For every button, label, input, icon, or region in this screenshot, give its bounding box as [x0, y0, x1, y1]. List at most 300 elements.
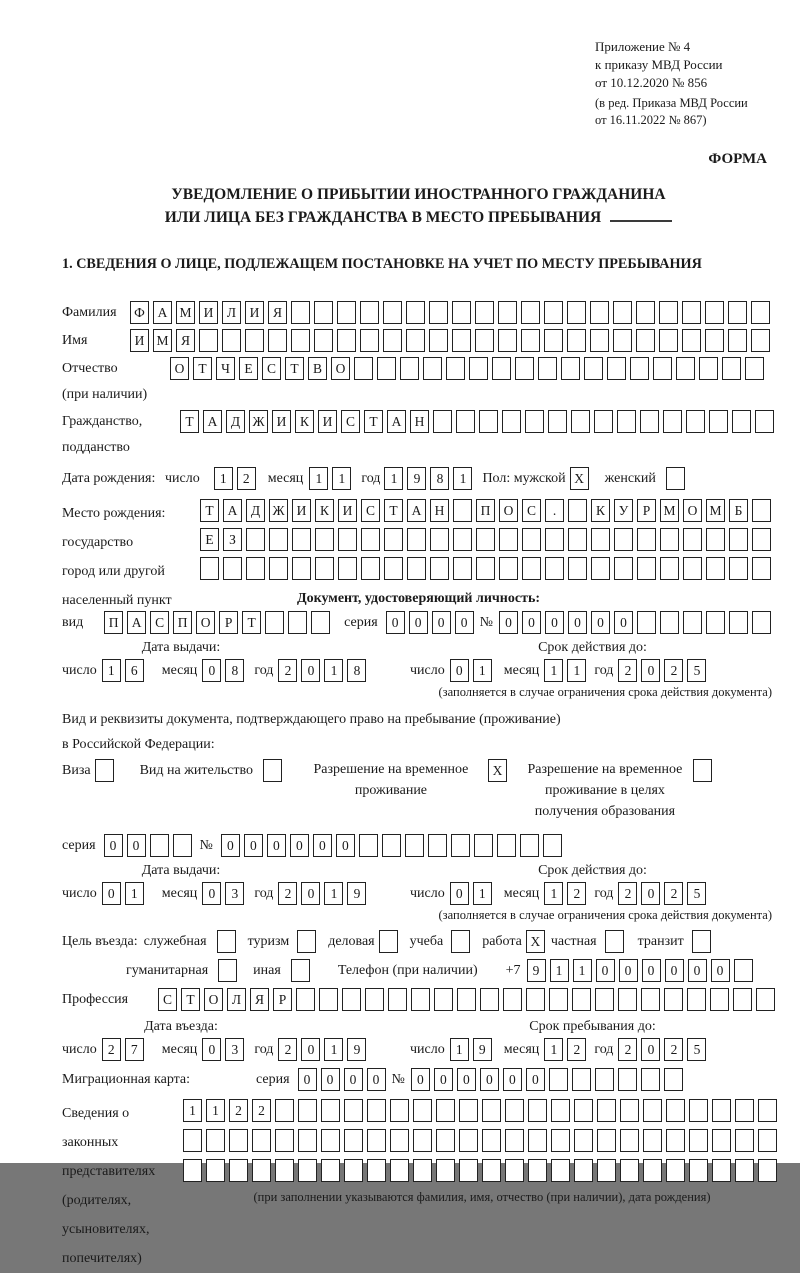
- sex-female-cell[interactable]: [666, 467, 685, 490]
- name-cell[interactable]: [337, 329, 356, 352]
- doc-number-cell[interactable]: [752, 611, 771, 634]
- representative-cell[interactable]: [505, 1099, 524, 1122]
- patronymic-cell[interactable]: [630, 357, 649, 380]
- issue-year-cell[interactable]: 2: [278, 659, 297, 682]
- doc-kind-cell[interactable]: [311, 611, 330, 634]
- patronymic-cell[interactable]: [699, 357, 718, 380]
- birthplace-cell[interactable]: У: [614, 499, 633, 522]
- name-cell[interactable]: [728, 329, 747, 352]
- representative-cell[interactable]: [528, 1159, 547, 1182]
- valid-year-cell[interactable]: 2: [664, 659, 683, 682]
- representative-cell[interactable]: [459, 1099, 478, 1122]
- birthplace-cell[interactable]: С: [522, 499, 541, 522]
- permit-series-cell[interactable]: [150, 834, 169, 857]
- birthplace-cell[interactable]: [315, 557, 334, 580]
- stay-day-cell[interactable]: 9: [473, 1038, 492, 1061]
- name-cell[interactable]: [659, 329, 678, 352]
- name-cell[interactable]: [636, 329, 655, 352]
- birthplace-cell[interactable]: [269, 557, 288, 580]
- permit-issue-year-cell[interactable]: 0: [301, 882, 320, 905]
- representative-cell[interactable]: [252, 1129, 271, 1152]
- birthplace-cell[interactable]: [407, 528, 426, 551]
- birthplace-cell[interactable]: [430, 528, 449, 551]
- birthplace-cell[interactable]: [591, 528, 610, 551]
- birthplace-cell[interactable]: Б: [729, 499, 748, 522]
- representative-cell[interactable]: [344, 1129, 363, 1152]
- permit-valid-day-cell[interactable]: 1: [473, 882, 492, 905]
- birthplace-cell[interactable]: Т: [384, 499, 403, 522]
- issue-month-cell[interactable]: 8: [225, 659, 244, 682]
- name-cell[interactable]: [590, 329, 609, 352]
- visa-cell[interactable]: [95, 759, 114, 782]
- permit-valid-day-cell[interactable]: 0: [450, 882, 469, 905]
- patronymic-cell[interactable]: [515, 357, 534, 380]
- doc-number-cell[interactable]: [729, 611, 748, 634]
- representative-cell[interactable]: [620, 1099, 639, 1122]
- birthplace-cell[interactable]: [568, 528, 587, 551]
- name-cell[interactable]: [452, 329, 471, 352]
- permit-number-cell[interactable]: [405, 834, 424, 857]
- birthplace-cell[interactable]: О: [683, 499, 702, 522]
- surname-cell[interactable]: А: [153, 301, 172, 324]
- residence-permit-cell[interactable]: [263, 759, 282, 782]
- name-cell[interactable]: [682, 329, 701, 352]
- permit-series-cell[interactable]: 0: [104, 834, 123, 857]
- representative-cell[interactable]: [275, 1129, 294, 1152]
- purpose-business-cell[interactable]: [379, 930, 398, 953]
- birthplace-cell[interactable]: [729, 557, 748, 580]
- representative-cell[interactable]: [367, 1159, 386, 1182]
- patronymic-cell[interactable]: [423, 357, 442, 380]
- birthplace-cell[interactable]: [522, 528, 541, 551]
- surname-cell[interactable]: Я: [268, 301, 287, 324]
- name-cell[interactable]: [360, 329, 379, 352]
- patronymic-cell[interactable]: О: [170, 357, 189, 380]
- representative-cell[interactable]: [528, 1129, 547, 1152]
- surname-cell[interactable]: [705, 301, 724, 324]
- temp-residence-cell[interactable]: X: [488, 759, 507, 782]
- mc-number-cell[interactable]: [572, 1068, 591, 1091]
- valid-month-cell[interactable]: 1: [544, 659, 563, 682]
- surname-cell[interactable]: [452, 301, 471, 324]
- surname-cell[interactable]: И: [245, 301, 264, 324]
- mc-number-cell[interactable]: [618, 1068, 637, 1091]
- entry-day-cell[interactable]: 7: [125, 1038, 144, 1061]
- doc-kind-cell[interactable]: Р: [219, 611, 238, 634]
- profession-cell[interactable]: [641, 988, 660, 1011]
- permit-valid-year-cell[interactable]: 0: [641, 882, 660, 905]
- birthplace-cell[interactable]: А: [223, 499, 242, 522]
- name-cell[interactable]: [383, 329, 402, 352]
- birthplace-cell[interactable]: [338, 528, 357, 551]
- birthplace-cell[interactable]: [545, 528, 564, 551]
- doc-number-cell[interactable]: [660, 611, 679, 634]
- representative-cell[interactable]: [459, 1159, 478, 1182]
- representative-cell[interactable]: [574, 1099, 593, 1122]
- representative-cell[interactable]: [321, 1099, 340, 1122]
- patronymic-cell[interactable]: [584, 357, 603, 380]
- surname-cell[interactable]: [544, 301, 563, 324]
- representative-cell[interactable]: [574, 1159, 593, 1182]
- phone-digit-cell[interactable]: 0: [596, 959, 615, 982]
- representative-cell[interactable]: [689, 1099, 708, 1122]
- citizenship-cell[interactable]: [525, 410, 544, 433]
- birthplace-cell[interactable]: [476, 557, 495, 580]
- name-cell[interactable]: [567, 329, 586, 352]
- patronymic-cell[interactable]: Т: [285, 357, 304, 380]
- surname-cell[interactable]: [636, 301, 655, 324]
- mc-number-cell[interactable]: 0: [411, 1068, 430, 1091]
- representative-cell[interactable]: [229, 1129, 248, 1152]
- birth-month-cell[interactable]: 1: [332, 467, 351, 490]
- patronymic-cell[interactable]: [607, 357, 626, 380]
- permit-issue-day-cell[interactable]: 1: [125, 882, 144, 905]
- surname-cell[interactable]: [360, 301, 379, 324]
- permit-number-cell[interactable]: [382, 834, 401, 857]
- surname-cell[interactable]: Ф: [130, 301, 149, 324]
- permit-valid-month-cell[interactable]: 2: [567, 882, 586, 905]
- birthplace-cell[interactable]: [384, 528, 403, 551]
- phone-digit-cell[interactable]: 0: [642, 959, 661, 982]
- mc-series-cell[interactable]: 0: [344, 1068, 363, 1091]
- purpose-private-cell[interactable]: [605, 930, 624, 953]
- birthplace-cell[interactable]: [522, 557, 541, 580]
- mc-number-cell[interactable]: [595, 1068, 614, 1091]
- name-cell[interactable]: [475, 329, 494, 352]
- mc-series-cell[interactable]: 0: [367, 1068, 386, 1091]
- representative-cell[interactable]: [436, 1129, 455, 1152]
- representative-cell[interactable]: [344, 1099, 363, 1122]
- profession-cell[interactable]: [365, 988, 384, 1011]
- doc-number-cell[interactable]: [637, 611, 656, 634]
- representative-cell[interactable]: [666, 1129, 685, 1152]
- entry-month-cell[interactable]: 3: [225, 1038, 244, 1061]
- stay-year-cell[interactable]: 2: [618, 1038, 637, 1061]
- representative-cell[interactable]: 2: [252, 1099, 271, 1122]
- representative-cell[interactable]: [436, 1159, 455, 1182]
- representative-cell[interactable]: [758, 1099, 777, 1122]
- representative-cell[interactable]: [275, 1159, 294, 1182]
- patronymic-cell[interactable]: В: [308, 357, 327, 380]
- patronymic-cell[interactable]: [538, 357, 557, 380]
- citizenship-cell[interactable]: [709, 410, 728, 433]
- phone-digit-cell[interactable]: 0: [665, 959, 684, 982]
- phone-digit-cell[interactable]: 0: [688, 959, 707, 982]
- citizenship-cell[interactable]: Т: [180, 410, 199, 433]
- name-cell[interactable]: [222, 329, 241, 352]
- name-cell[interactable]: [429, 329, 448, 352]
- permit-number-cell[interactable]: [428, 834, 447, 857]
- representative-cell[interactable]: [643, 1159, 662, 1182]
- birthplace-cell[interactable]: [568, 557, 587, 580]
- permit-valid-year-cell[interactable]: 5: [687, 882, 706, 905]
- purpose-tourism-cell[interactable]: [297, 930, 316, 953]
- surname-cell[interactable]: [383, 301, 402, 324]
- profession-cell[interactable]: [503, 988, 522, 1011]
- surname-cell[interactable]: [406, 301, 425, 324]
- sex-male-cell[interactable]: X: [570, 467, 589, 490]
- citizenship-cell[interactable]: [755, 410, 774, 433]
- doc-kind-cell[interactable]: Т: [242, 611, 261, 634]
- representative-cell[interactable]: 1: [183, 1099, 202, 1122]
- name-cell[interactable]: [613, 329, 632, 352]
- permit-issue-month-cell[interactable]: 3: [225, 882, 244, 905]
- representative-cell[interactable]: [758, 1159, 777, 1182]
- name-cell[interactable]: [268, 329, 287, 352]
- purpose-other-cell[interactable]: [291, 959, 310, 982]
- representative-cell[interactable]: [666, 1159, 685, 1182]
- doc-kind-cell[interactable]: П: [104, 611, 123, 634]
- citizenship-cell[interactable]: И: [318, 410, 337, 433]
- representative-cell[interactable]: [390, 1159, 409, 1182]
- doc-number-cell[interactable]: 0: [522, 611, 541, 634]
- doc-number-cell[interactable]: 0: [499, 611, 518, 634]
- profession-cell[interactable]: С: [158, 988, 177, 1011]
- citizenship-cell[interactable]: [663, 410, 682, 433]
- surname-cell[interactable]: [291, 301, 310, 324]
- doc-number-cell[interactable]: 0: [614, 611, 633, 634]
- patronymic-cell[interactable]: Е: [239, 357, 258, 380]
- patronymic-cell[interactable]: С: [262, 357, 281, 380]
- birthplace-cell[interactable]: [614, 528, 633, 551]
- surname-cell[interactable]: [613, 301, 632, 324]
- citizenship-cell[interactable]: [433, 410, 452, 433]
- birthplace-cell[interactable]: .: [545, 499, 564, 522]
- representative-cell[interactable]: [643, 1099, 662, 1122]
- representative-cell[interactable]: [712, 1159, 731, 1182]
- representative-cell[interactable]: [735, 1129, 754, 1152]
- entry-year-cell[interactable]: 1: [324, 1038, 343, 1061]
- birthplace-cell[interactable]: [361, 528, 380, 551]
- birthplace-cell[interactable]: Н: [430, 499, 449, 522]
- profession-cell[interactable]: [595, 988, 614, 1011]
- birth-year-cell[interactable]: 1: [384, 467, 403, 490]
- representative-cell[interactable]: [390, 1129, 409, 1152]
- patronymic-cell[interactable]: Ч: [216, 357, 235, 380]
- profession-cell[interactable]: [480, 988, 499, 1011]
- permit-number-cell[interactable]: 0: [336, 834, 355, 857]
- permit-number-cell[interactable]: 0: [267, 834, 286, 857]
- representative-cell[interactable]: [758, 1129, 777, 1152]
- birthplace-cell[interactable]: [545, 557, 564, 580]
- citizenship-cell[interactable]: И: [272, 410, 291, 433]
- profession-cell[interactable]: Я: [250, 988, 269, 1011]
- surname-cell[interactable]: [337, 301, 356, 324]
- permit-number-cell[interactable]: [451, 834, 470, 857]
- birthplace-cell[interactable]: [200, 557, 219, 580]
- stay-month-cell[interactable]: 2: [567, 1038, 586, 1061]
- issue-day-cell[interactable]: 6: [125, 659, 144, 682]
- birthplace-cell[interactable]: Р: [637, 499, 656, 522]
- doc-kind-cell[interactable]: [288, 611, 307, 634]
- mc-series-cell[interactable]: 0: [321, 1068, 340, 1091]
- patronymic-cell[interactable]: [722, 357, 741, 380]
- profession-cell[interactable]: [319, 988, 338, 1011]
- issue-year-cell[interactable]: 1: [324, 659, 343, 682]
- birthplace-cell[interactable]: [246, 557, 265, 580]
- permit-number-cell[interactable]: 0: [290, 834, 309, 857]
- name-cell[interactable]: [199, 329, 218, 352]
- birthplace-cell[interactable]: И: [338, 499, 357, 522]
- valid-day-cell[interactable]: 0: [450, 659, 469, 682]
- phone-digit-cell[interactable]: 0: [619, 959, 638, 982]
- surname-cell[interactable]: [314, 301, 333, 324]
- mc-number-cell[interactable]: 0: [503, 1068, 522, 1091]
- patronymic-cell[interactable]: [561, 357, 580, 380]
- profession-cell[interactable]: Л: [227, 988, 246, 1011]
- citizenship-cell[interactable]: [502, 410, 521, 433]
- profession-cell[interactable]: [296, 988, 315, 1011]
- birthplace-cell[interactable]: [637, 528, 656, 551]
- permit-valid-month-cell[interactable]: 1: [544, 882, 563, 905]
- name-cell[interactable]: [544, 329, 563, 352]
- representative-cell[interactable]: [298, 1129, 317, 1152]
- representative-cell[interactable]: [183, 1159, 202, 1182]
- profession-cell[interactable]: [756, 988, 775, 1011]
- representative-cell[interactable]: [413, 1129, 432, 1152]
- profession-cell[interactable]: Т: [181, 988, 200, 1011]
- doc-kind-cell[interactable]: П: [173, 611, 192, 634]
- valid-day-cell[interactable]: 1: [473, 659, 492, 682]
- representative-cell[interactable]: [505, 1129, 524, 1152]
- issue-day-cell[interactable]: 1: [102, 659, 121, 682]
- entry-year-cell[interactable]: 0: [301, 1038, 320, 1061]
- name-cell[interactable]: [291, 329, 310, 352]
- representative-cell[interactable]: [206, 1159, 225, 1182]
- surname-cell[interactable]: [751, 301, 770, 324]
- birth-year-cell[interactable]: 1: [453, 467, 472, 490]
- representative-cell[interactable]: [643, 1129, 662, 1152]
- permit-number-cell[interactable]: [520, 834, 539, 857]
- profession-cell[interactable]: [618, 988, 637, 1011]
- birthplace-cell[interactable]: [407, 557, 426, 580]
- purpose-humanitarian-cell[interactable]: [218, 959, 237, 982]
- citizenship-cell[interactable]: [732, 410, 751, 433]
- patronymic-cell[interactable]: [446, 357, 465, 380]
- permit-series-cell[interactable]: 0: [127, 834, 146, 857]
- profession-cell[interactable]: [526, 988, 545, 1011]
- citizenship-cell[interactable]: А: [203, 410, 222, 433]
- birthplace-cell[interactable]: С: [361, 499, 380, 522]
- purpose-transit-cell[interactable]: [692, 930, 711, 953]
- permit-issue-day-cell[interactable]: 0: [102, 882, 121, 905]
- surname-cell[interactable]: [682, 301, 701, 324]
- profession-cell[interactable]: Р: [273, 988, 292, 1011]
- mc-number-cell[interactable]: 0: [526, 1068, 545, 1091]
- surname-cell[interactable]: М: [176, 301, 195, 324]
- doc-number-cell[interactable]: 0: [568, 611, 587, 634]
- birthplace-cell[interactable]: [752, 557, 771, 580]
- birthplace-cell[interactable]: [683, 557, 702, 580]
- doc-kind-cell[interactable]: О: [196, 611, 215, 634]
- citizenship-cell[interactable]: Ж: [249, 410, 268, 433]
- birthplace-cell[interactable]: [269, 528, 288, 551]
- birthplace-cell[interactable]: Ж: [269, 499, 288, 522]
- representative-cell[interactable]: [459, 1129, 478, 1152]
- permit-valid-year-cell[interactable]: 2: [664, 882, 683, 905]
- doc-kind-cell[interactable]: [265, 611, 284, 634]
- doc-series-cell[interactable]: 0: [386, 611, 405, 634]
- patronymic-cell[interactable]: [469, 357, 488, 380]
- mc-number-cell[interactable]: 0: [480, 1068, 499, 1091]
- birthplace-cell[interactable]: [706, 528, 725, 551]
- representative-cell[interactable]: [551, 1159, 570, 1182]
- phone-digit-cell[interactable]: [734, 959, 753, 982]
- valid-month-cell[interactable]: 1: [567, 659, 586, 682]
- birth-year-cell[interactable]: 9: [407, 467, 426, 490]
- doc-series-cell[interactable]: 0: [432, 611, 451, 634]
- citizenship-cell[interactable]: Н: [410, 410, 429, 433]
- representative-cell[interactable]: [597, 1129, 616, 1152]
- surname-cell[interactable]: И: [199, 301, 218, 324]
- representative-cell[interactable]: [321, 1159, 340, 1182]
- citizenship-cell[interactable]: С: [341, 410, 360, 433]
- name-cell[interactable]: [406, 329, 425, 352]
- citizenship-cell[interactable]: [594, 410, 613, 433]
- surname-cell[interactable]: [429, 301, 448, 324]
- surname-cell[interactable]: [659, 301, 678, 324]
- birthplace-cell[interactable]: [683, 528, 702, 551]
- permit-number-cell[interactable]: [474, 834, 493, 857]
- doc-series-cell[interactable]: 0: [455, 611, 474, 634]
- surname-cell[interactable]: [567, 301, 586, 324]
- representative-cell[interactable]: [367, 1099, 386, 1122]
- patronymic-cell[interactable]: [400, 357, 419, 380]
- patronymic-cell[interactable]: Т: [193, 357, 212, 380]
- permit-number-cell[interactable]: [359, 834, 378, 857]
- citizenship-cell[interactable]: Т: [364, 410, 383, 433]
- purpose-work-cell[interactable]: X: [526, 930, 545, 953]
- representative-cell[interactable]: 2: [229, 1099, 248, 1122]
- profession-cell[interactable]: О: [204, 988, 223, 1011]
- name-cell[interactable]: [705, 329, 724, 352]
- patronymic-cell[interactable]: [492, 357, 511, 380]
- valid-year-cell[interactable]: 0: [641, 659, 660, 682]
- birthplace-cell[interactable]: К: [315, 499, 334, 522]
- representative-cell[interactable]: [712, 1099, 731, 1122]
- profession-cell[interactable]: [342, 988, 361, 1011]
- surname-cell[interactable]: Л: [222, 301, 241, 324]
- permit-number-cell[interactable]: 0: [313, 834, 332, 857]
- name-cell[interactable]: [498, 329, 517, 352]
- birth-month-cell[interactable]: 1: [309, 467, 328, 490]
- permit-number-cell[interactable]: [543, 834, 562, 857]
- citizenship-cell[interactable]: К: [295, 410, 314, 433]
- birthplace-cell[interactable]: М: [660, 499, 679, 522]
- representative-cell[interactable]: [666, 1099, 685, 1122]
- birthplace-cell[interactable]: [246, 528, 265, 551]
- surname-cell[interactable]: [475, 301, 494, 324]
- temp-residence-edu-cell[interactable]: [693, 759, 712, 782]
- phone-digit-cell[interactable]: 1: [550, 959, 569, 982]
- representative-cell[interactable]: [597, 1099, 616, 1122]
- profession-cell[interactable]: [572, 988, 591, 1011]
- birthplace-cell[interactable]: Т: [200, 499, 219, 522]
- issue-year-cell[interactable]: 0: [301, 659, 320, 682]
- profession-cell[interactable]: [710, 988, 729, 1011]
- stay-year-cell[interactable]: 2: [664, 1038, 683, 1061]
- representative-cell[interactable]: [413, 1159, 432, 1182]
- birthplace-cell[interactable]: [315, 528, 334, 551]
- representative-cell[interactable]: [528, 1099, 547, 1122]
- name-cell[interactable]: М: [153, 329, 172, 352]
- representative-cell[interactable]: [252, 1159, 271, 1182]
- patronymic-cell[interactable]: [745, 357, 764, 380]
- birthplace-cell[interactable]: О: [499, 499, 518, 522]
- phone-digit-cell[interactable]: 1: [573, 959, 592, 982]
- valid-year-cell[interactable]: 5: [687, 659, 706, 682]
- birthplace-cell[interactable]: [384, 557, 403, 580]
